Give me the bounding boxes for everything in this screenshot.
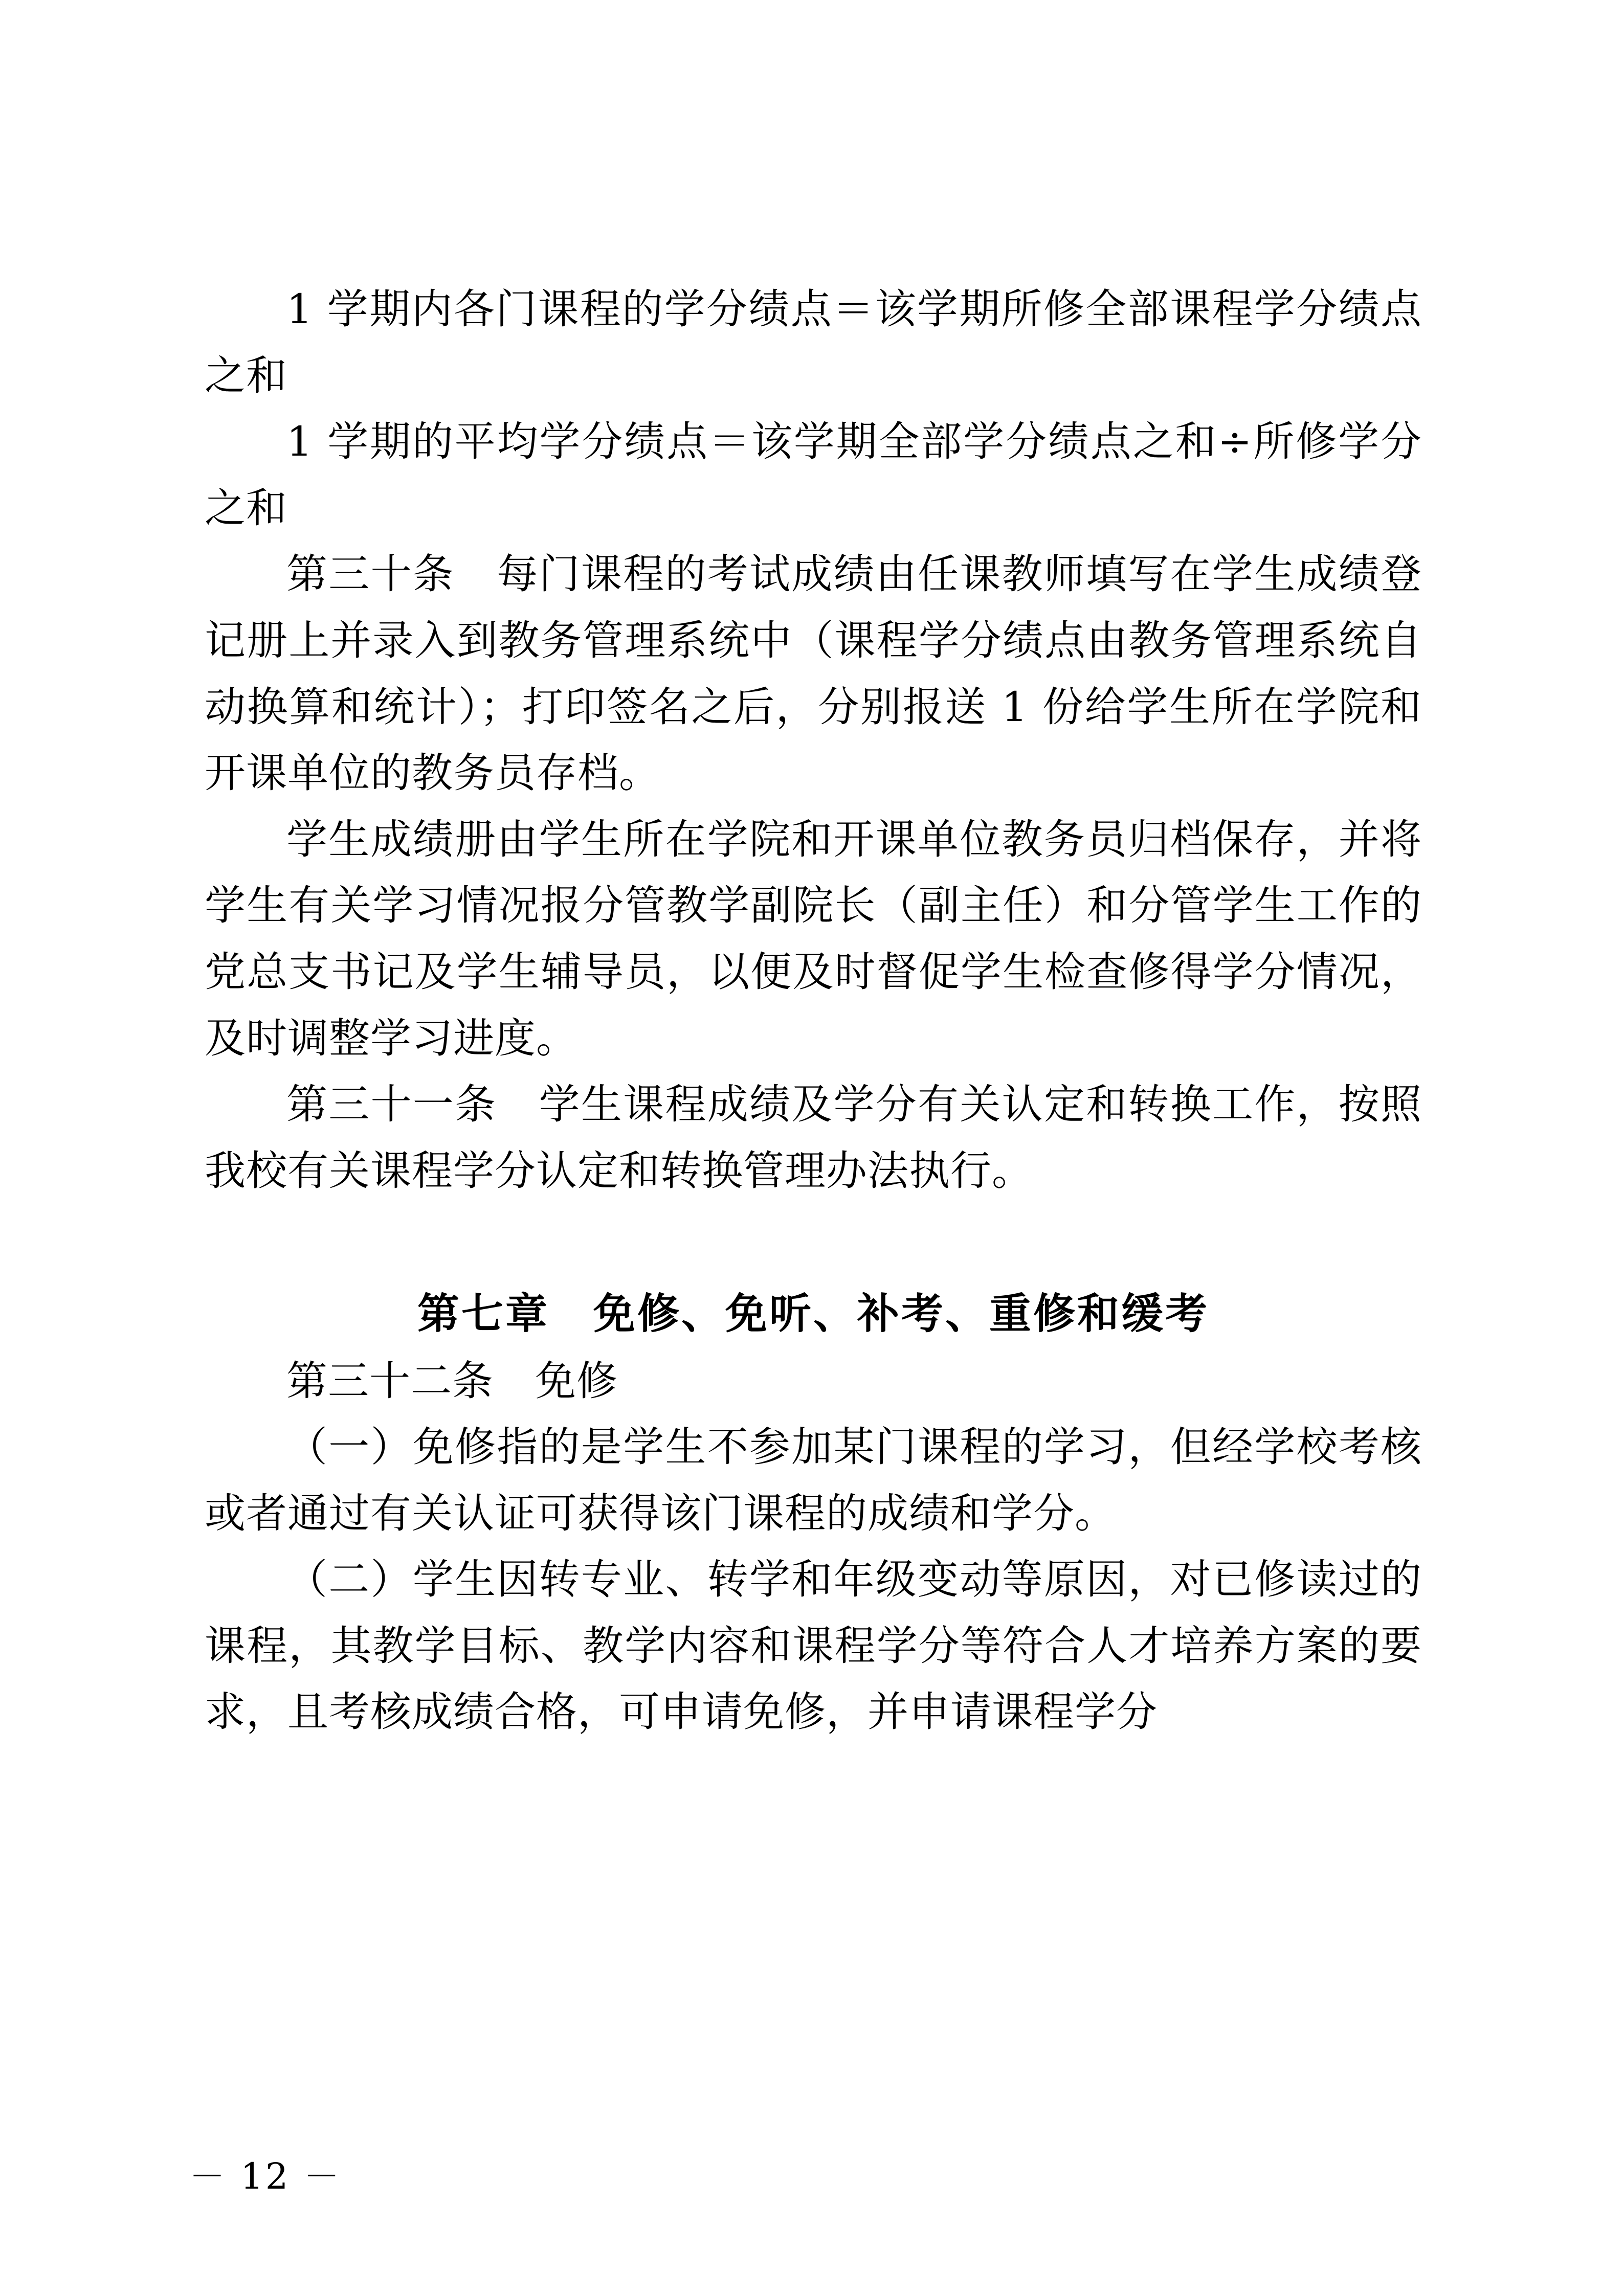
paragraph-gpa-average: 1 学期的平均学分绩点＝该学期全部学分绩点之和÷所修学分之和 — [205, 418, 1422, 532]
paragraph-article-32-item-2: （二）学生因转专业、转学和年级变动等原因，对已修读过的课程，其教学目标、教学内容和课程学分等符合人才培养方案的要求，且考核成绩合格，可申请免修，并申请课程学分 — [205, 1556, 1422, 1736]
paragraph-article-32: 第三十二条 免修 — [286, 1357, 618, 1405]
paragraph-gpa-sum: 1 学期内各门课程的学分绩点＝该学期所修全部课程学分绩点之和 — [205, 285, 1422, 399]
page-number: － 12 － — [189, 2155, 342, 2197]
paragraph-article-31: 第三十一条 学生课程成绩及学分有关认定和转换工作，按照我校有关课程学分认定和转换管理办法执行。 — [205, 1081, 1422, 1195]
paragraph-article-30: 第三十条 每门课程的考试成绩由任课教师填写在学生成绩登记册上并录入到教务管理系统中（课程学分绩点由教务管理系统自动换算和统计）；打印签名之后，分别报送 1 份给学生所在学院和开课单位的教务员存档。 — [205, 550, 1422, 797]
chapter-spacer — [205, 1204, 1422, 1280]
chapter-heading-7: 第七章 免修、免听、补考、重修和缓考 — [417, 1290, 1209, 1339]
paragraph-article-32-item-1: （一）免修指的是学生不参加某门课程的学习，但经学校考核或者通过有关认证可获得该门课程的成绩和学分。 — [205, 1423, 1422, 1537]
document-body — [205, 276, 1422, 1745]
paragraph-record-archive: 学生成绩册由学生所在学院和开课单位教务员归档保存，并将学生有关学习情况报分管教学副院长（副主任）和分管学生工作的党总支书记及学生辅导员，以便及时督促学生检查修得学分情况，及时调整学习进度。 — [205, 815, 1422, 1062]
